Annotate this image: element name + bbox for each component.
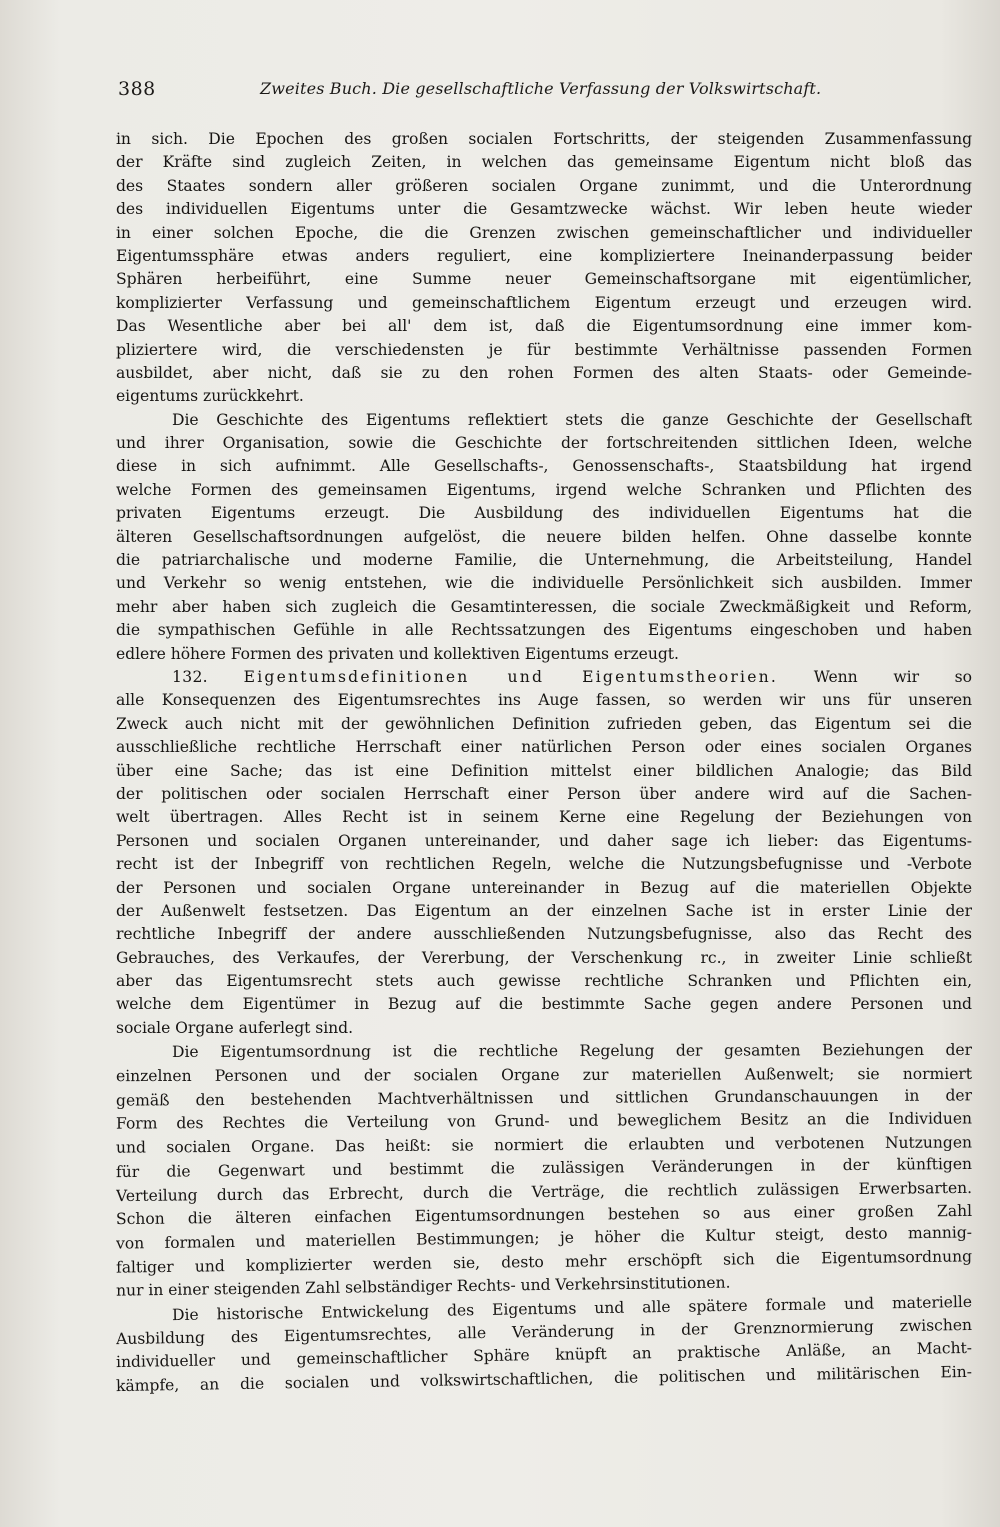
text-line: für die Gegenwart und bestimmt die zulässigen Veränderungen in der künftigen [115,1155,973,1182]
text-line: nur in einer steigenden Zahl selbständiger Rechts- und Verkehrsinstitutionen. [115,1273,731,1300]
text-line: einzelnen Personen und der socialen Organe zur materiellen Außenwelt; sie normiert [115,1064,973,1085]
text-line: eigentums zurückkehrt. [116,387,304,406]
text-line: Verteilung durch das Erbrecht, durch die Verträge, die rechtlich zulässigen Erwerbsarten. [115,1178,973,1205]
text-line: Gebrauches, des Verkaufes, der Vererbung, der Verschenkung rc., in zweiter Linie schließt [116,948,972,967]
text-line: alle Konsequenzen des Eigentumsrechtes ins Auge fassen, so werden wir uns für unseren [116,691,972,710]
text-line: privaten Eigentums erzeugt. Die Ausbildung des individuellen Eigentums hat die [116,504,972,523]
text-line: faltiger und komplizierter werden sie, desto mehr erschöpft sich die Eigentumsordnung [115,1247,973,1277]
text-line: Eigentumssphäre etwas anders reguliert, eine kompliziertere Ineinanderpassung beider [116,246,972,265]
text-line: Form des Rechtes die Verteilung von Grund- und beweglichem Besitz an die Individuen [115,1109,973,1134]
text-line: und Verkehr so wenig entstehen, wie die individuelle Persönlichkeit sich ausbilden. Immer [116,574,972,593]
running-head: Zweites Buch. Die gesellschaftliche Verfassung der Volkswirtschaft. [260,79,822,98]
text-line: Die Eigentumsordnung ist die rechtliche Regelung der gesamten Beziehungen der [171,1041,973,1062]
text-line: Zweck auch nicht mit der gewöhnlichen Definition zufrieden geben, das Eigentum sei die [116,714,972,733]
section-title: Eigentumsdefinitionen und Eigentumstheorien. [243,667,779,686]
text-line: mehr aber haben sich zugleich die Gesamtinteressen, die sociale Zweckmäßigkeit und Reform, [116,597,972,616]
text-line: Schon die älteren einfachen Eigentumsordnungen bestehen so aus einer großen Zahl [115,1201,973,1229]
text-line: die sympathischen Gefühle in alle Rechtssatzungen des Eigentums eingeschoben und haben [116,621,972,640]
text-line: welt übertragen. Alles Recht ist in seinem Kerne eine Regelung der Beziehungen von [116,808,972,827]
page-number: 388 [118,78,156,100]
section-number: 132. [172,667,208,686]
text-line: in einer solchen Epoche, die die Grenzen zwischen gemeinschaftlicher und individueller [116,223,972,242]
text-line: Ausbildung des Eigentumsrechtes, alle Veränderung in der Grenznormierung zwischen [115,1315,973,1349]
text-line: gemäß den bestehenden Machtverhältnissen und sittlichen Grundanschauungen in der [115,1086,973,1110]
paragraph [116,409,972,666]
text-line: des Staates sondern aller größeren socialen Organe zunimmt, und die Unterordnung [116,176,972,195]
text-line: der Personen und socialen Organe untereinander in Bezug auf die materiellen Objekte [116,878,972,897]
text-line: ausschließliche rechtliche Herrschaft einer natürlichen Person oder eines socialen Organes [116,738,972,757]
section-heading-line [116,666,972,689]
text-line: Personen und socialen Organen untereinander, und daher sage ich lieber: das Eigentums- [116,831,972,850]
text-line: rechtliche Inbegriff der andere ausschließenden Nutzungsbefugnisse, also das Recht des [116,925,972,944]
text-line: kämpfe, an die socialen und volkswirtschaftlichen, die politischen und militärischen Ein- [115,1362,973,1395]
text-line: welche dem Eigentümer in Bezug auf die bestimmte Sache gegen andere Personen und [116,995,972,1014]
text-line: über eine Sache; das ist eine Definition mittelst einer bildlichen Analogie; das Bild [116,761,972,780]
text-line: diese in sich aufnimmt. Alle Gesellschafts-, Genossenschafts-, Staatsbildung hat irgend [116,457,972,476]
text-line: der politischen oder socialen Herrschaft einer Person über andere wird auf die Sachen- [116,784,972,803]
text-fragment: Wenn wir so [813,667,972,686]
text-line: Das Wesentliche aber bei all' dem ist, daß die Eigentumsordnung eine immer kom- [116,317,972,336]
text-line: und socialen Organe. Das heißt: sie normiert die erlaubten und verbotenen Nutzungen [115,1133,973,1157]
text-line: von formalen und materiellen Bestimmungen; je höher die Kultur steigt, desto mannig- [115,1223,973,1253]
paragraph [115,1292,973,1395]
text-line: individueller und gemeinschaftlicher Sphäre knüpft an praktische Anläße, an Macht- [115,1339,973,1372]
text-line: pliziertere wird, die verschiedensten je für bestimmte Verhältnisse passenden Formen [116,340,972,359]
text-line: in sich. Die Epochen des großen socialen Fortschritts, der steigenden Zusammenfassung [116,130,972,148]
text-line: ausbildet, aber nicht, daß sie zu den rohen Formen des alten Staats- oder Gemeinde- [116,363,972,382]
text-line: komplizierter Verfassung und gemeinschaftlichem Eigentum erzeugt und erzeugen wird. [116,293,972,312]
page-header [118,78,840,102]
text-line: und ihrer Organisation, sowie die Geschichte der fortschreitenden sittlichen Ideen, welche [116,434,972,453]
text-line: älteren Gesellschaftsordnungen aufgelöst, die neuere bilden helfen. Ohne dasselbe konnte [116,527,972,546]
paragraph [115,1040,973,1300]
body-text [116,128,972,1488]
text-line: Die historische Entwickelung des Eigentums und alle spätere formale und materielle [171,1292,973,1324]
text-line: Die Geschichte des Eigentums reflektiert stets die ganze Geschichte der Gesellschaft [172,410,972,429]
text-line: aber das Eigentumsrecht stets auch gewisse rechtliche Schranken und Pflichten ein, [116,972,972,991]
section-paragraph [116,666,972,1040]
text-line: recht ist der Inbegriff von rechtlichen Regeln, welche die Nutzungsbefugnisse und -Verbote [116,855,972,874]
text-line: welche Formen des gemeinsamen Eigentums, irgend welche Schranken und Pflichten des [116,480,972,499]
text-line: der Außenwelt festsetzen. Das Eigentum an der einzelnen Sache ist in erster Linie der [116,901,972,920]
text-line: Sphären herbeiführt, eine Summe neuer Gemeinschaftsorgane mit eigentümlicher, [116,270,972,289]
paragraph [116,128,972,409]
text-line: sociale Organe auferlegt sind. [116,1018,354,1037]
text-line: des individuellen Eigentums unter die Gesamtzwecke wächst. Wir leben heute wieder [116,200,972,219]
text-line: der Kräfte sind zugleich Zeiten, in welchen das gemeinsame Eigentum nicht bloß das [116,153,972,172]
text-line: edlere höhere Formen des privaten und kollektiven Eigentums erzeugt. [116,644,679,663]
text-line: die patriarchalische und moderne Familie, die Unternehmung, die Arbeitsteilung, Handel [116,551,972,570]
